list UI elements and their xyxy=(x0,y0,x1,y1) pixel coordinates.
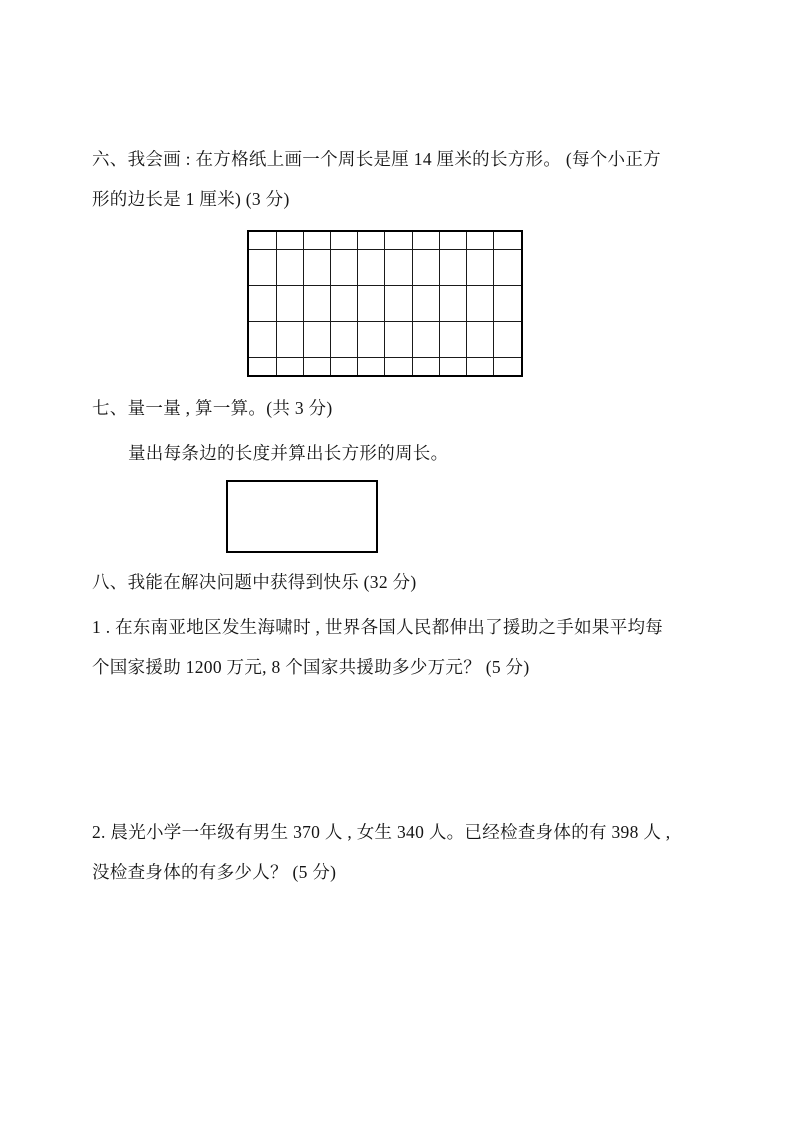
grid-cell xyxy=(303,250,330,286)
grid-paper-figure xyxy=(247,230,523,377)
section-seven-instruction: 量出每条边的长度并算出长方形的周长。 xyxy=(128,443,449,463)
grid-cell xyxy=(249,357,276,375)
grid-cell xyxy=(467,357,494,375)
grid-cell xyxy=(385,286,412,322)
grid-cell xyxy=(467,321,494,357)
grid-cell xyxy=(439,357,466,375)
grid-cell xyxy=(331,321,358,357)
grid-cell xyxy=(276,321,303,357)
grid-cell xyxy=(467,232,494,250)
grid-cell xyxy=(331,250,358,286)
grid-cell xyxy=(303,321,330,357)
grid-cell xyxy=(249,232,276,250)
grid-cell xyxy=(385,357,412,375)
grid-cell xyxy=(494,357,521,375)
grid-cell xyxy=(358,232,385,250)
grid-cell xyxy=(303,286,330,322)
grid-cell xyxy=(249,250,276,286)
grid-cell xyxy=(303,232,330,250)
grid-cell xyxy=(249,321,276,357)
grid-cell xyxy=(358,357,385,375)
grid-cell xyxy=(385,321,412,357)
grid-cell xyxy=(494,250,521,286)
grid-cell xyxy=(439,232,466,250)
problem-1-line-1: 1 . 在东南亚地区发生海啸时 , 世界各国人民都伸出了援助之手如果平均每 xyxy=(92,617,664,637)
grid-row xyxy=(249,321,521,357)
grid-cell xyxy=(358,286,385,322)
grid-paper-table xyxy=(249,232,521,375)
grid-cell xyxy=(439,321,466,357)
problem-1-answer-space[interactable] xyxy=(92,690,717,805)
grid-cell xyxy=(303,357,330,375)
grid-cell xyxy=(358,250,385,286)
grid-cell xyxy=(439,286,466,322)
grid-row xyxy=(249,286,521,322)
problem-1-line-2: 个国家援助 1200 万元, 8 个国家共援助多少万元？ (5 分) xyxy=(92,657,530,677)
problem-2-line-2: 没检查身体的有多少人？ (5 分) xyxy=(92,862,337,882)
measure-rectangle-figure xyxy=(226,480,378,553)
grid-cell xyxy=(412,232,439,250)
grid-cell xyxy=(385,232,412,250)
grid-cell xyxy=(276,286,303,322)
grid-cell xyxy=(276,357,303,375)
grid-cell xyxy=(467,250,494,286)
grid-row xyxy=(249,250,521,286)
grid-cell xyxy=(331,286,358,322)
grid-cell xyxy=(412,357,439,375)
grid-cell xyxy=(494,286,521,322)
grid-cell xyxy=(249,286,276,322)
problem-2-line-1: 2. 晨光小学一年级有男生 370 人 , 女生 340 人。已经检查身体的有 398 人 , xyxy=(92,822,671,842)
grid-row xyxy=(249,232,521,250)
section-eight-heading: 八、我能在解决问题中获得到快乐 (32 分) xyxy=(92,572,417,592)
grid-cell xyxy=(331,232,358,250)
grid-cell xyxy=(358,321,385,357)
grid-cell xyxy=(494,232,521,250)
section-six-heading-line-1: 六、我会画 : 在方格纸上画一个周长是厘 14 厘米的长方形。 (每个小正方 xyxy=(92,149,661,169)
grid-cell xyxy=(439,250,466,286)
grid-cell xyxy=(412,250,439,286)
grid-row xyxy=(249,357,521,375)
problem-2-answer-space[interactable] xyxy=(92,895,717,1095)
grid-cell xyxy=(331,357,358,375)
section-six-heading-line-2: 形的边长是 1 厘米) (3 分) xyxy=(92,189,290,209)
grid-cell xyxy=(412,321,439,357)
section-seven-heading: 七、量一量 , 算一算。(共 3 分) xyxy=(92,398,333,418)
grid-cell xyxy=(494,321,521,357)
grid-cell xyxy=(276,232,303,250)
grid-cell xyxy=(276,250,303,286)
grid-cell xyxy=(385,250,412,286)
grid-cell xyxy=(467,286,494,322)
grid-cell xyxy=(412,286,439,322)
